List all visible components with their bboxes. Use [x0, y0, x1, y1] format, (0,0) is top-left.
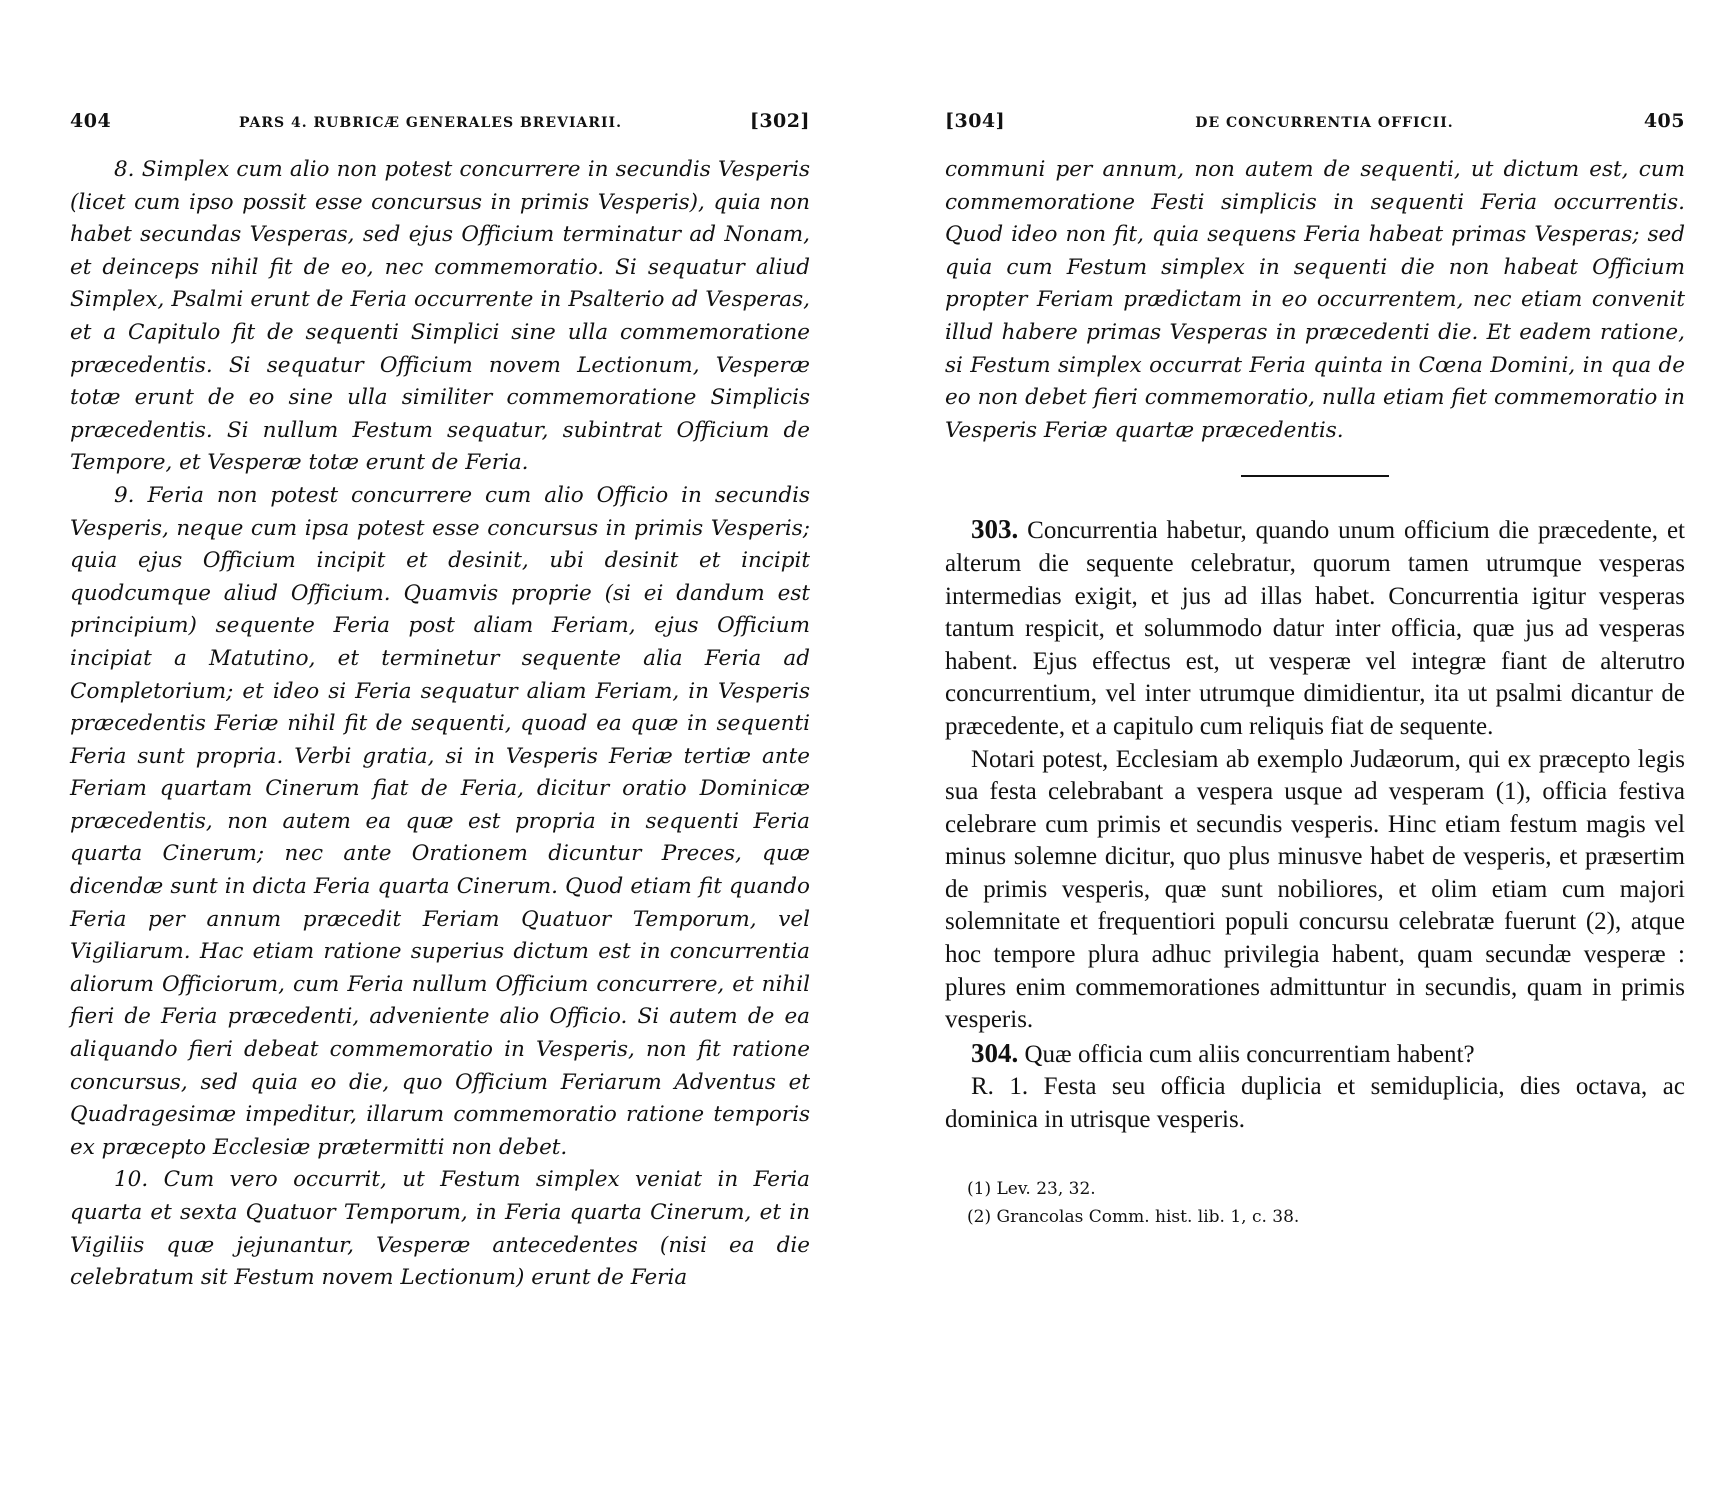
left-page-title: PARS 4. RUBRICÆ GENERALES BREVIARII. [239, 115, 622, 131]
continuation-paragraph: communi per annum, non autem de sequenti, ut dictum est, cum commemoratione Festi simplicis in sequenti Feria occurrentis. Quod ideo non fit, quia sequens Feria habeat primas Vesperas; sed quia cum Festum simplex in sequenti die non habeat Officium propter Feriam prædictam in eo occurrentem, nec etiam convenit illud habere primas Vesperas in præcedenti die. Et eadem ratione, si Festum simplex occurrat Feria quinta in Cœna Domini, in qua de eo non debet fieri commemoratio, nulla etiam fiet commemoratio in Vesperis Feriæ quartæ præcedentis. [945, 157, 1685, 443]
answer-r1: R. 1. Festa seu officia duplicia et semiduplicia, dies octava, ac dominica in utrisque vesperis. [945, 1073, 1685, 1134]
right-roman-body [945, 513, 1685, 1136]
section-303-number: 303. [971, 514, 1019, 545]
right-page [945, 110, 1685, 1231]
section-304-number: 304. [971, 1037, 1019, 1068]
right-page-title: DE CONCURRENTIA OFFICII. [1195, 115, 1454, 131]
left-page [70, 110, 810, 1295]
right-page-number: 405 [1643, 110, 1685, 132]
right-italic-continuation [945, 154, 1685, 447]
section-divider [1241, 475, 1389, 477]
footnotes [945, 1175, 1685, 1231]
paragraph-9: 9. Feria non potest concurrere cum alio Officio in secundis Vesperis, neque cum ipsa potest esse concursus in primis Vesperis; quia ejus Officium incipit et desinit, ubi desinit et incipit quodcumque aliud Officium. Quamvis proprie (si ei dandum est principium) sequente Feria post aliam Feriam, ejus Officium incipiat a Matutino, et terminetur sequente alia Feria ad Completorium; et ideo si Feria sequatur aliam Feriam, in Vesperis præcedentis Feriæ nihil fit de sequenti, quoad ea quæ in sequenti Feria sunt propria. Verbi gratia, si in Vesperis Feriæ tertiæ ante Feriam quartam Cinerum fiat de Feria, dicitur oratio Dominicæ præcedentis, non autem ea quæ est propria in sequenti Feria quarta Cinerum; nec ante Orationem dicuntur Preces, quæ dicendæ sunt in dicta Feria quarta Cinerum. Quod etiam fit quando Feria per annum præcedit Feriam Quatuor Temporum, vel Vigiliarum. Hac etiam ratione superius dictum est in concurrentia aliorum Officiorum, cum Feria nullum Officium concurrere, et nihil fieri de Feria præcedenti, adveniente alio Officio. Si autem de ea aliquando fieri debeat commemoratio in Vesperis, non fit ratione concursus, sed quia eo die, quo Officium Feriarum Adventus et Quadragesimæ impeditur, illarum commemoratio ratione temporis ex præcepto Ecclesiæ prætermitti non debet. [70, 482, 810, 1160]
left-body [70, 154, 810, 1295]
left-section-ref: [302] [749, 110, 810, 132]
section-304 [945, 1037, 1685, 1072]
footnote-2: (2) Grancolas Comm. hist. lib. 1, c. 38. [967, 1206, 1300, 1227]
paragraph-10: 10. Cum vero occurrit, ut Festum simplex veniat in Feria quarta et sexta Quatuor Temporum, in Feria quarta Cinerum, et in Vigiliis quæ jejunantur, Vesperæ antecedentes (nisi ea die celebratum sit Festum novem Lectionum) erunt de Feria [70, 1167, 810, 1291]
paragraph-notari: Notari potest, Ecclesiam ab exemplo Judæorum, qui ex præcepto legis sua festa celebrabant a vespera usque ad vesperam (1), officia festiva celebrare cum primis et secundis vesperis. Hinc etiam festum magis vel minus solemne dicitur, quo plus minusve habet de vesperis, et præsertim de primis vesperis, quæ sunt nobiliores, et olim etiam cum majori solemnitate et frequentiori populi concursu celebratæ fuerunt (2), atque hoc tempore plura adhuc privilegia habent, quam secundæ vesperæ : plures enim commemorationes admittuntur in secundis, quam in primis vesperis. [945, 745, 1685, 1034]
section-304-question: Quæ officia cum aliis concurrentiam habent? [1024, 1040, 1475, 1068]
section-303-text: Concurrentia habetur, quando unum officium die præcedente, et alterum die sequente celebratur, quorum tamen utrumque vesperas intermedias exigit, et jus ad illas habet. Concurrentia igitur vesperas tantum respicit, et solummodo datur inter officia, quæ jus ad vesperas habent. Ejus effectus est, ut vesperæ vel integræ fiant de alterutro concurrentium, vel inter utrumque dimidientur, ita ut psalmi dicantur de præcedente, et a capitulo cum reliquis fiat de sequente. [945, 517, 1686, 740]
section-303 [945, 513, 1685, 743]
left-page-number: 404 [70, 110, 112, 132]
footnote-1: (1) Lev. 23, 32. [967, 1178, 1096, 1199]
right-running-head [945, 110, 1685, 132]
paragraph-8: 8. Simplex cum alio non potest concurrere in secundis Vesperis (licet cum ipso possit esse concursus in primis Vesperis), quia non habet secundas Vesperas, sed ejus Officium terminatur ad Nonam, et deinceps nihil fit de eo, nec commemoratio. Si sequatur aliud Simplex, Psalmi erunt de Feria occurrente in Psalterio ad Vesperas, et a Capitulo fit de sequenti Simplici sine ulla commemoratione præcedentis. Si sequatur Officium novem Lectionum, Vesperæ totæ erunt de eo sine ulla similiter commemoratione Simplicis præcedentis. Si nullum Festum sequatur, subintrat Officium de Tempore, et Vesperæ totæ erunt de Feria. [70, 157, 810, 476]
left-running-head [70, 110, 810, 132]
right-section-ref: [304] [945, 110, 1006, 132]
